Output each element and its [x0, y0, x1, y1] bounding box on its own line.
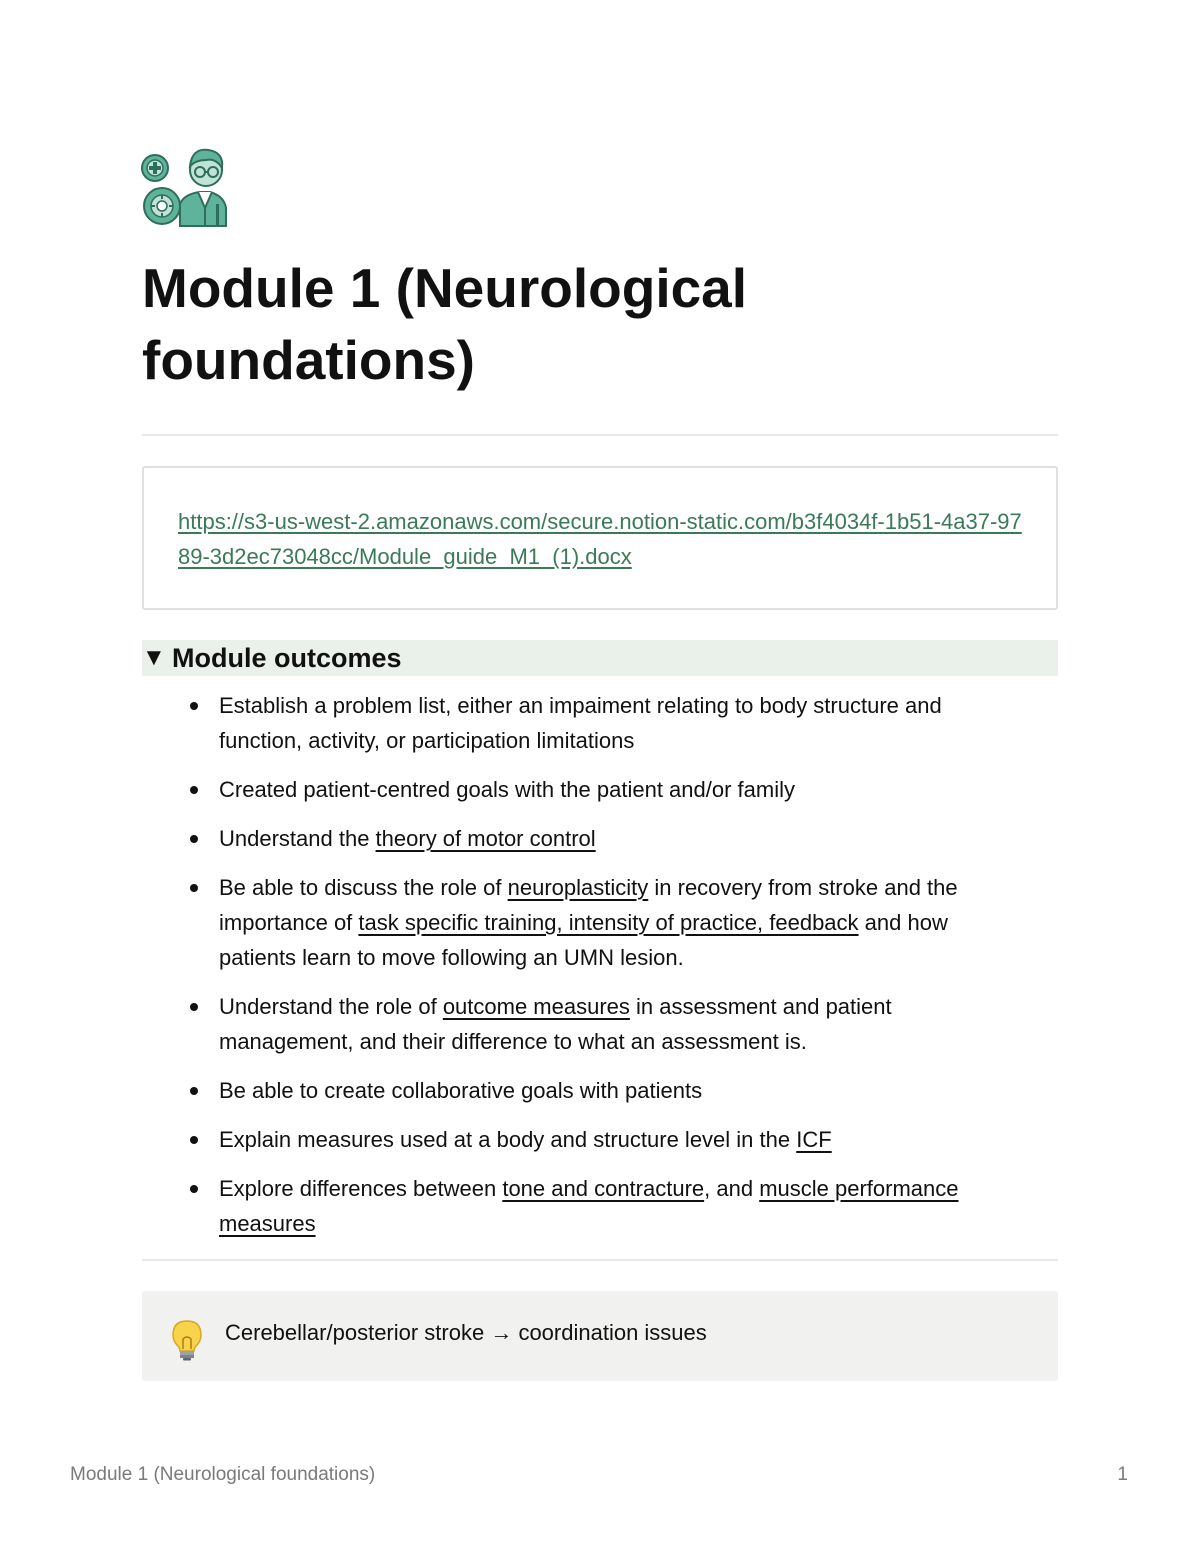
list-item: [186, 989, 1026, 1059]
bullet-icon: [190, 1185, 198, 1193]
triangle-down-icon[interactable]: ▼: [142, 644, 166, 671]
list-item-text: and how patients learn to move following an UMN lesion.: [219, 910, 948, 970]
section-divider: [142, 1259, 1058, 1261]
inline-link[interactable]: outcome measures: [442, 994, 630, 1019]
page-number: 1: [1117, 1464, 1128, 1485]
module-outcomes-toggle[interactable]: [142, 640, 1058, 676]
list-item-text: Explore differences between: [219, 1176, 503, 1201]
bullet-icon: [190, 786, 198, 794]
list-item: [186, 688, 1026, 758]
bullet-icon: [190, 1003, 198, 1011]
inline-link[interactable]: theory of motor control: [375, 826, 596, 851]
title-divider: [142, 434, 1058, 436]
bullet-icon: [190, 835, 198, 843]
list-item: [186, 870, 1026, 975]
file-link-block: [142, 466, 1058, 610]
lightbulb-icon: [170, 1319, 204, 1361]
list-item-text: Created patient-centred goals with the patient and/or family: [219, 777, 795, 802]
inline-link[interactable]: neuroplasticity: [507, 875, 649, 900]
inline-link[interactable]: ICF: [796, 1127, 832, 1152]
inline-link[interactable]: muscle performance measures: [219, 1176, 959, 1236]
bullet-icon: [190, 702, 198, 710]
doctor-icon: [140, 142, 228, 228]
list-item: [186, 821, 1026, 856]
page-title: Module 1 (Neurological foundations): [142, 257, 748, 391]
bullet-icon: [190, 1087, 198, 1095]
footer-title: Module 1 (Neurological foundations): [70, 1464, 376, 1485]
callout-text: Cerebellar/posterior stroke → coordination issues: [225, 1320, 707, 1345]
module-guide-link[interactable]: https://s3-us-west-2.amazonaws.com/secure.notion-static.com/b3f4034f-1b51-4a37-9789-3d2ec73048cc/Module_guide_M1_(1).docx: [178, 509, 1022, 569]
list-item-text: Establish a problem list, either an impaiment relating to body structure and function, activity, or participation limitations: [219, 693, 942, 753]
outcomes-list: [186, 688, 1026, 1255]
inline-link[interactable]: tone and contracture: [502, 1176, 705, 1201]
inline-link[interactable]: task specific training, intensity of practice, feedback: [358, 910, 859, 935]
list-item-text: Be able to create collaborative goals with patients: [219, 1078, 703, 1103]
list-item-text: Explain measures used at a body and structure level in the: [219, 1127, 797, 1152]
list-item-text: Understand the role of: [219, 994, 443, 1019]
list-item-text: in assessment and patient management, and their difference to what an assessment is.: [219, 994, 892, 1054]
bullet-icon: [190, 1136, 198, 1144]
list-item-text: Understand the: [219, 826, 376, 851]
list-item-text: in recovery from stroke and the importance of: [219, 875, 958, 935]
callout-block: [142, 1291, 1058, 1381]
list-item: [186, 772, 1026, 807]
list-item: [186, 1073, 1026, 1108]
list-item-text: Be able to discuss the role of: [219, 875, 508, 900]
toggle-heading: Module outcomes: [172, 643, 402, 673]
list-item-text: , and: [704, 1176, 760, 1201]
bullet-icon: [190, 884, 198, 892]
list-item: [186, 1171, 1026, 1241]
list-item: [186, 1122, 1026, 1157]
